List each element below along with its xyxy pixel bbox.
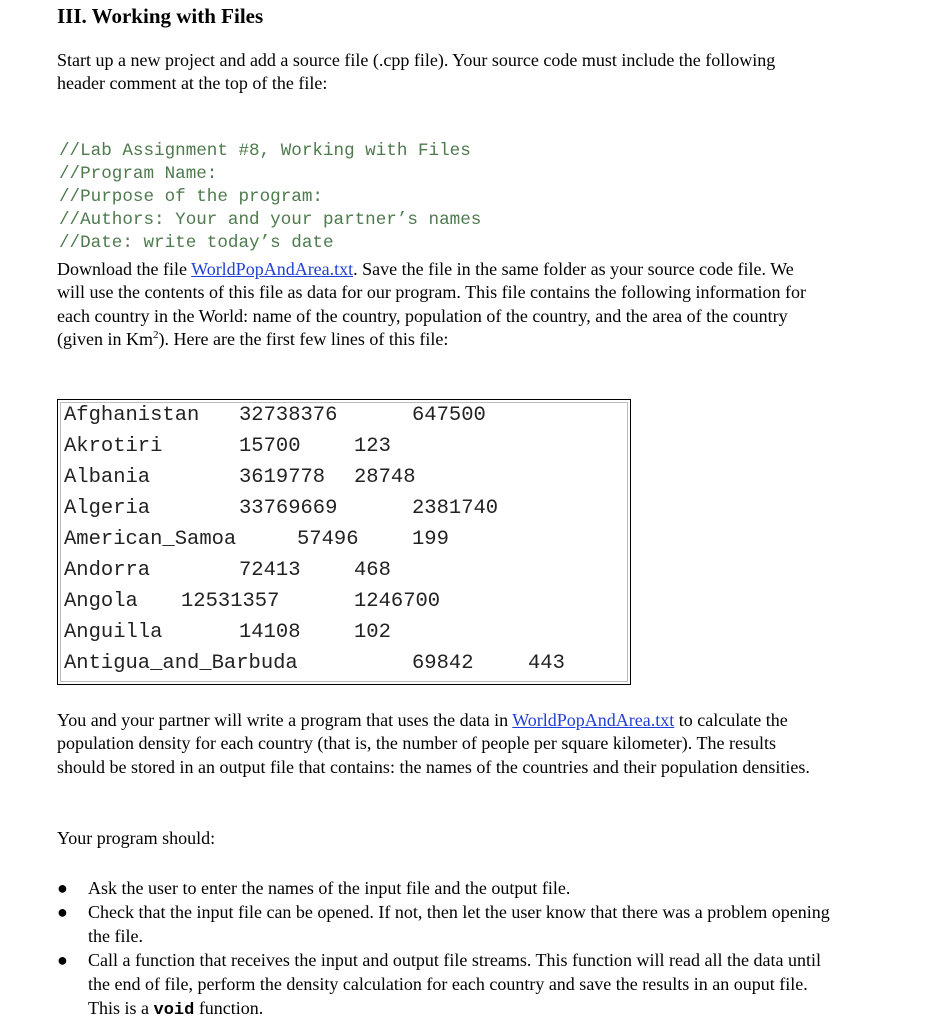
country-name: Angola [64, 590, 138, 613]
list-item [57, 876, 837, 900]
data-file-preview [57, 399, 631, 685]
population: 72413 [239, 559, 301, 582]
country-name: Afghanistan [64, 404, 200, 427]
desc-prefix: You and your partner will write a program that uses the data in [57, 710, 513, 730]
population: 3619778 [239, 466, 326, 489]
list-item [57, 900, 837, 948]
comment-line: //Authors: Your and your partner’s names [59, 210, 482, 230]
superscript-2: 2 [153, 329, 159, 342]
population: 69842 [412, 652, 474, 675]
void-keyword: void [153, 1001, 195, 1020]
download-paragraph [57, 258, 817, 352]
area: 199 [412, 528, 449, 551]
bullet-icon: ● [57, 950, 68, 970]
download-text: . Save the file in the same folder as your source code file. We will use the contents of this file as data for our program. This file contains the following information for each country in the World: name of the country, population of the country, and the area of the country (given in Km [57, 259, 806, 350]
country-name: Akrotiri [64, 435, 163, 458]
program-description [57, 709, 817, 779]
area: 2381740 [412, 497, 499, 520]
population: 32738376 [239, 404, 338, 427]
requirements-list [57, 876, 837, 1023]
country-name: Algeria [64, 497, 151, 520]
country-name: Andorra [64, 559, 151, 582]
download-prefix: Download the file [57, 259, 192, 279]
country-name: Albania [64, 466, 151, 489]
header-comment-block [59, 117, 481, 278]
population: 33769669 [239, 497, 338, 520]
bullet-icon: ● [57, 902, 68, 922]
area: 468 [354, 559, 391, 582]
desc-suffix: to calculate the population density for each country (that is, the number of people per square kilometer). The results should be stored in an output file that contains: the names of the countries and their population densities. [57, 710, 810, 777]
comment-line: //Lab Assignment #8, Working with Files [59, 141, 471, 161]
bullet-icon: ● [57, 878, 68, 898]
list-item [57, 948, 837, 1023]
bullet-text: Ask the user to enter the names of the input file and the output file. [88, 878, 571, 898]
download-suffix: ). Here are the first few lines of this file: [158, 329, 449, 350]
comment-line: //Date: write today’s date [59, 233, 334, 253]
area: 443 [528, 652, 565, 675]
section-heading: III. Working with Files [57, 4, 264, 28]
country-name: American_Samoa [64, 528, 237, 551]
data-file-link[interactable]: WorldPopAndArea.txt [191, 259, 354, 279]
area: 28748 [354, 466, 416, 489]
bullet-text: Check that the input file can be opened. If not, then let the user know that there was a problem opening the file. [88, 902, 830, 946]
population: 15700 [239, 435, 301, 458]
population: 14108 [239, 621, 301, 644]
area: 102 [354, 621, 391, 644]
population: 57496 [297, 528, 359, 551]
area: 1246700 [354, 590, 441, 613]
intro-paragraph: Start up a new project and add a source file (.cpp file). Your source code must include the following header comment at the top of the file: [57, 50, 776, 94]
country-name: Anguilla [64, 621, 163, 644]
population: 12531357 [181, 590, 280, 613]
area: 123 [354, 435, 391, 458]
country-name: Antigua_and_Barbuda [64, 652, 298, 675]
comment-line: //Program Name: [59, 164, 218, 184]
bullet-text-suffix: function. [194, 998, 264, 1018]
data-file-link[interactable]: WorldPopAndArea.txt [512, 710, 675, 730]
comment-line: //Purpose of the program: [59, 187, 323, 207]
area: 647500 [412, 404, 486, 427]
bullet-text: Call a function that receives the input and output file streams. This function will read all the data until the end of file, perform the density calculation for each country and save the results in an ouput file. This is a [88, 950, 821, 1018]
should-label: Your program should: [57, 828, 216, 848]
